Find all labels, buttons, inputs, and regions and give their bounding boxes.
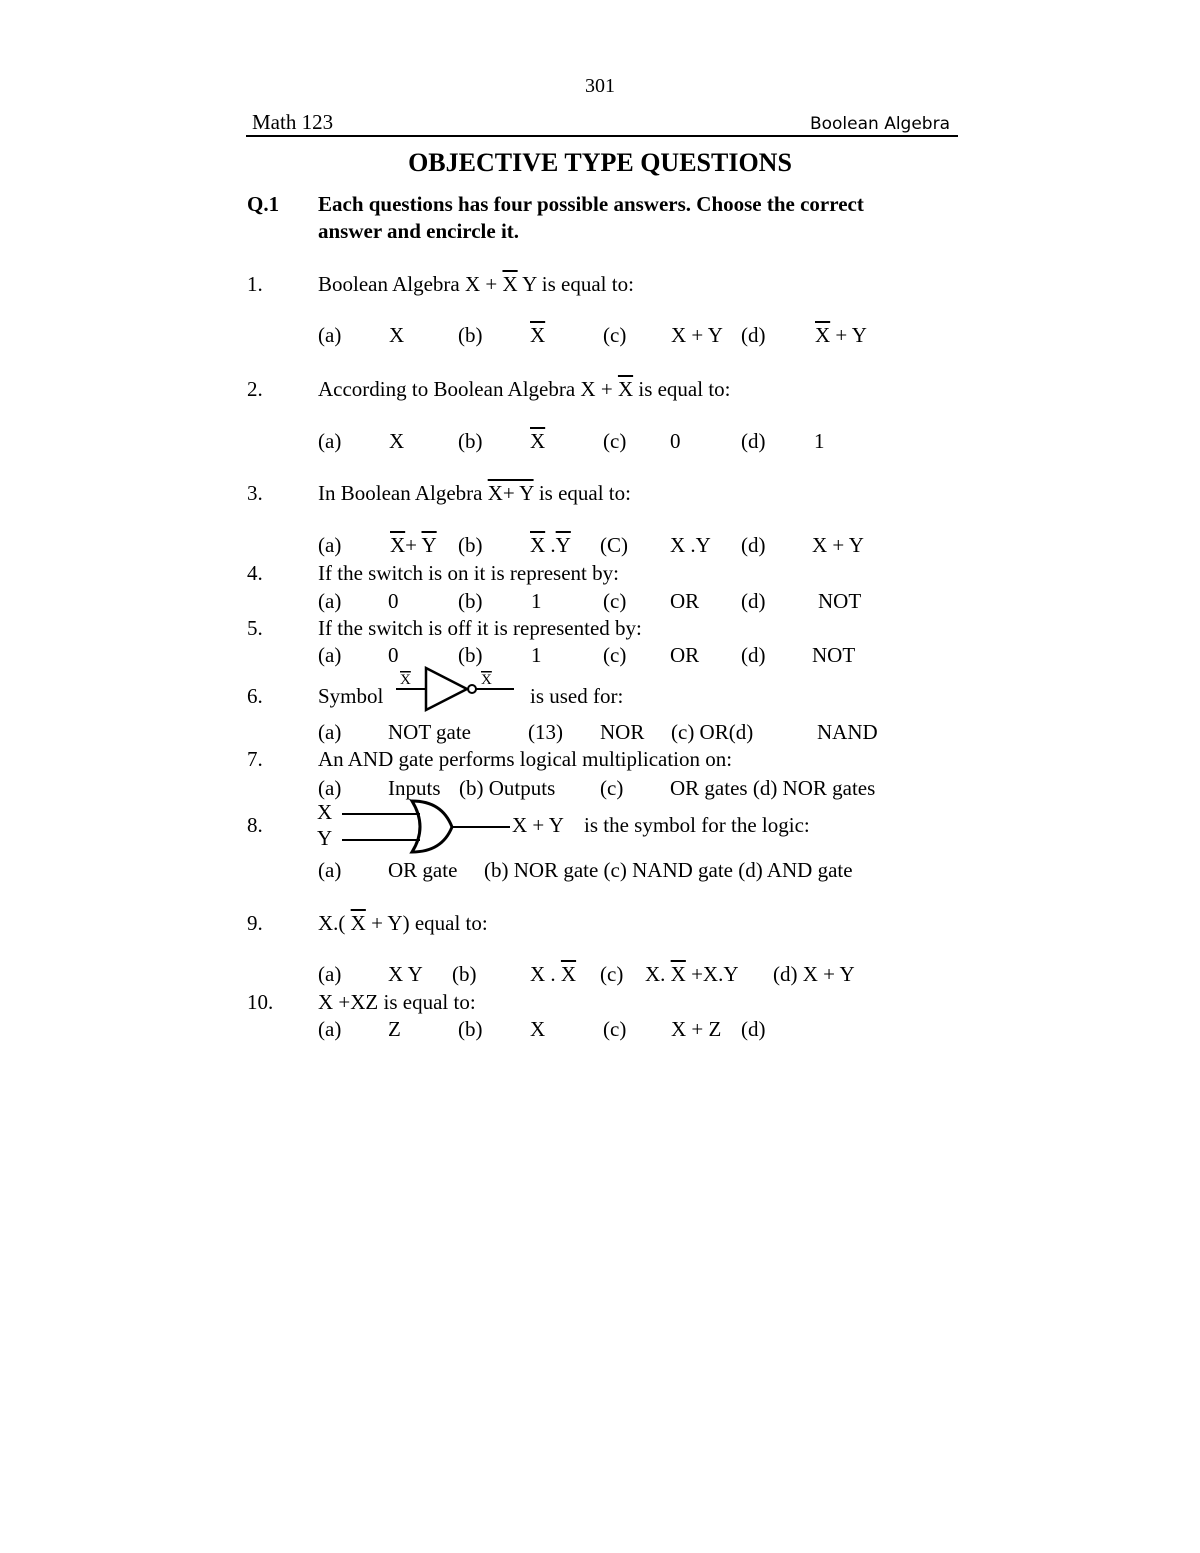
option-a-value: OR gate (388, 858, 458, 882)
gate-input-label: X (400, 672, 411, 688)
option-label-a: (a) (318, 429, 342, 453)
option-a-value: $\overline{X}+ \overline{Y}$ (390, 533, 437, 557)
option-d-value: (d) X + Y (773, 962, 855, 986)
option-label-c: (c) (603, 429, 627, 453)
option-label-c: (c) (603, 589, 627, 613)
question-number-4: 4. (247, 561, 263, 585)
option-c-value: 0 (670, 429, 681, 453)
question-stem-9: X.( $\overline{X} + Y$) equal to: (318, 911, 488, 935)
option-c-value: X .Y (670, 533, 711, 557)
option-label-a: (a) (318, 858, 342, 882)
option-label-d: (d) (741, 323, 766, 347)
option-label-b: (b) (458, 533, 483, 557)
option-a-value: X (389, 429, 405, 453)
or-gate-symbol (316, 798, 512, 854)
option-a-value: X (389, 323, 405, 347)
not-gate-symbol (396, 666, 518, 714)
option-b-value: 1 (531, 589, 542, 613)
question-number-8: 8. (247, 813, 263, 837)
question-number-9: 9. (247, 911, 263, 935)
question-stem-3: In Boolean Algebra X+ Y is equal to: (318, 481, 631, 505)
instruction-line-1: Each questions has four possible answers. Choose the correct (318, 192, 864, 216)
option-a-value: 0 (388, 589, 399, 613)
option-label-a: (a) (318, 962, 342, 986)
question-number-7: 7. (247, 747, 263, 771)
option-label-b: (b) (458, 323, 483, 347)
question-stem-1: Boolean Algebra $X + \overline{X}$ Y is equal to: (318, 272, 634, 296)
question-number-5: 5. (247, 616, 263, 640)
question-stem-8: is the symbol for the logic: (584, 813, 810, 837)
option-b-value: X (530, 1017, 546, 1041)
option-label-a: (a) (318, 533, 342, 557)
option-b-value: (b) NOR gate (c) NAND gate (d) AND gate (484, 858, 853, 882)
option-label-a: (a) (318, 720, 342, 744)
option-c-value: X + Y (671, 323, 723, 347)
question-number-10: 10. (247, 990, 274, 1014)
option-label-d: (d) (741, 589, 766, 613)
instruction-label: Q.1 (247, 192, 280, 216)
option-c-value: X + Z (671, 1017, 722, 1041)
option-label-a: (a) (318, 643, 342, 667)
option-label-d: (d) (741, 643, 766, 667)
option-label-d: (d) (741, 429, 766, 453)
option-a-value: Z (388, 1017, 401, 1041)
option-label-c: (C) (600, 533, 628, 557)
option-label-a: (a) (318, 776, 342, 800)
option-label-b: (b) (458, 1017, 483, 1041)
gate-output-expression: X + Y (512, 813, 564, 837)
subject-title: Boolean Algebra (809, 114, 950, 134)
option-label-c: (c) (603, 1017, 627, 1041)
option-label-c: (c) (600, 776, 624, 800)
option-label-b: (b) (458, 429, 483, 453)
instruction-line-2: answer and encircle it. (318, 219, 520, 243)
question-stem-6: Symbol (318, 684, 384, 708)
option-a-value: X Y (388, 962, 423, 986)
page-number: 301 (585, 75, 615, 97)
option-b-value: X . $\overline{X}$ (530, 962, 577, 986)
option-c-value: OR (670, 643, 700, 667)
option-label-c: (c) (600, 962, 624, 986)
question-number-2: 2. (247, 377, 263, 401)
question-stem-10: X +XZ is equal to: (318, 990, 476, 1014)
option-d-value: X + Y (812, 533, 864, 557)
gate-output-label: X (481, 672, 492, 688)
option-d-value: NAND (817, 720, 878, 744)
question-stem-5: If the switch is off it is represented by: (318, 616, 642, 640)
option-label-a: (a) (318, 1017, 342, 1041)
option-d-value: NOT (818, 589, 862, 613)
option-d-value: NOT (812, 643, 856, 667)
option-label-c: (c) (603, 643, 627, 667)
header-rule (246, 135, 958, 137)
question-stem-2: According to Boolean Algebra $X + \overline{X}$ is equal to: (318, 377, 731, 401)
option-c-value: X. $\overline{X} +X.Y$ (645, 962, 739, 986)
option-label-b: (13) (528, 720, 563, 744)
option-a-value: Inputs (388, 776, 441, 800)
question-number-1: 1. (247, 272, 263, 296)
question-stem-6-suffix: is used for: (530, 684, 624, 708)
option-label-b: (b) (452, 962, 477, 986)
option-b-value: (b) Outputs (459, 776, 556, 800)
option-a-value: NOT gate (388, 720, 472, 744)
page-title: OBJECTIVE TYPE QUESTIONS (408, 148, 792, 177)
gate-input-x: X (317, 800, 333, 824)
question-number-6: 6. (247, 684, 263, 708)
option-cd-value: OR gates (d) NOR gates (670, 776, 876, 800)
option-d-value: 1 (814, 429, 825, 453)
option-label-b: (b) (458, 589, 483, 613)
option-a-value: 0 (388, 643, 399, 667)
option-label-d: (d) (741, 533, 766, 557)
option-b-value: $\overline{X}$ (530, 323, 546, 347)
option-d-value: $\overline{X} + Y$ (815, 323, 867, 347)
option-label-d: (d) (741, 1017, 766, 1041)
option-label-a: (a) (318, 323, 342, 347)
option-c-value: (c) OR(d) (671, 720, 754, 744)
gate-input-y: Y (317, 826, 333, 850)
option-label-a: (a) (318, 589, 342, 613)
question-number-3: 3. (247, 481, 263, 505)
question-stem-4: If the switch is on it is represent by: (318, 561, 619, 585)
option-b-value: $\overline{X}$ $.\overline{Y}$ (530, 533, 571, 557)
question-stem-7: An AND gate performs logical multiplication on: (318, 747, 733, 771)
course-title: Math 123 (252, 110, 334, 134)
option-b-value: NOR (600, 720, 645, 744)
option-b-value: 1 (531, 643, 542, 667)
option-b-value: $\overline{X}$ (530, 429, 546, 453)
option-c-value: OR (670, 589, 700, 613)
option-label-c: (c) (603, 323, 627, 347)
option-label-b: (b) (458, 643, 483, 667)
